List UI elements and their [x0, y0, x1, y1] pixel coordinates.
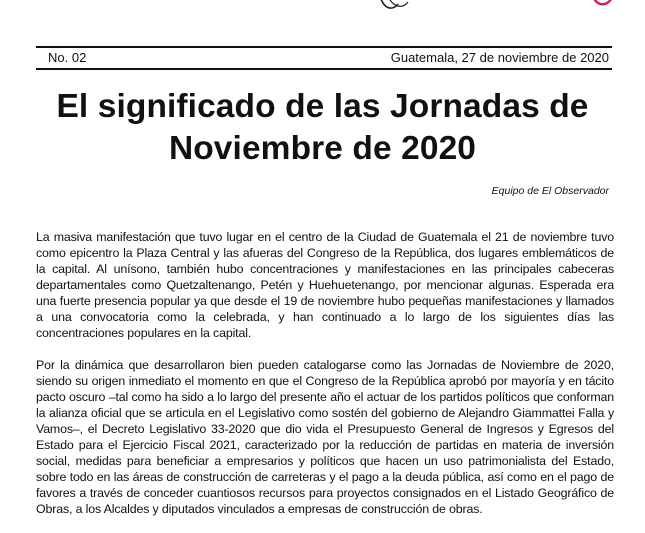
masthead-logo-fragment [0, 0, 645, 14]
logo-stroke-dark-2 [388, 0, 408, 6]
article-paragraph: Por la dinámica que desarrollaron bien pueden catalogarse como las Jornadas de Noviembre de 2020, siendo su origen inmediato el momento en que el Congreso de la República aprobó por mayoría y en tácito pacto oscuro –tal como ha sido a lo largo del presente año el actuar de los partidos políticos que conforman la alianza oficial que se articula en el Legislativo como sostén del gobierno de Alejandro Giammattei Falla y Vamos–, el Decreto Legislativo 33-2020 que dio vida el Presupuesto General de Ingresos y Egresos del Estado para el Ejercicio Fiscal 2021, caracterizado por la reducción de partidas en materia de inversión social, medidas para beneficiar a empresarios y políticos que hacen un uso patrimonialista del Estado, sobre todo en las áreas de construcción de carreteras y el pago a la deuda pública, así como en el pago de favores a través de conceder cuantiosos recursos para proyectos consignados en el Listado Geográfico de Obras, a los Alcaldes y diputados vinculados a empresas de construcción de obras. [36, 358, 614, 516]
article-paragraph: La masiva manifestación que tuvo lugar en el centro de la Ciudad de Guatemala el 21 de noviembre tuvo como epicentro la Plaza Central y las afueras del Congreso de la República, dos lugares emblemáticos de la capital. Al unísono, también hubo concentraciones y manifestaciones en las principales cabeceras departamentales como Quetzaltenango, Petén y Huehuetenango, por mencionar algunas. Esperada era una fuerte presencia popular ya que desde el 19 de noviembre hubo pequeñas manifestaciones y llamados a una convocatoria como la celebrada, y han continuado a lo largo de los siguientes días las concentraciones populares en la capital. [36, 230, 614, 340]
logo-stroke-dark [380, 0, 398, 8]
article-byline: Equipo de El Observador [491, 185, 609, 197]
header-bottom-rule [36, 68, 612, 70]
header-top-rule [36, 46, 612, 48]
issue-number: No. 02 [48, 50, 87, 65]
article-title: El significado de las Jornadas de Noviembre de 2020 [56, 88, 589, 167]
dateline: Guatemala, 27 de noviembre de 2020 [390, 50, 609, 65]
logo-stroke-magenta [592, 0, 612, 4]
article-body [36, 229, 614, 533]
